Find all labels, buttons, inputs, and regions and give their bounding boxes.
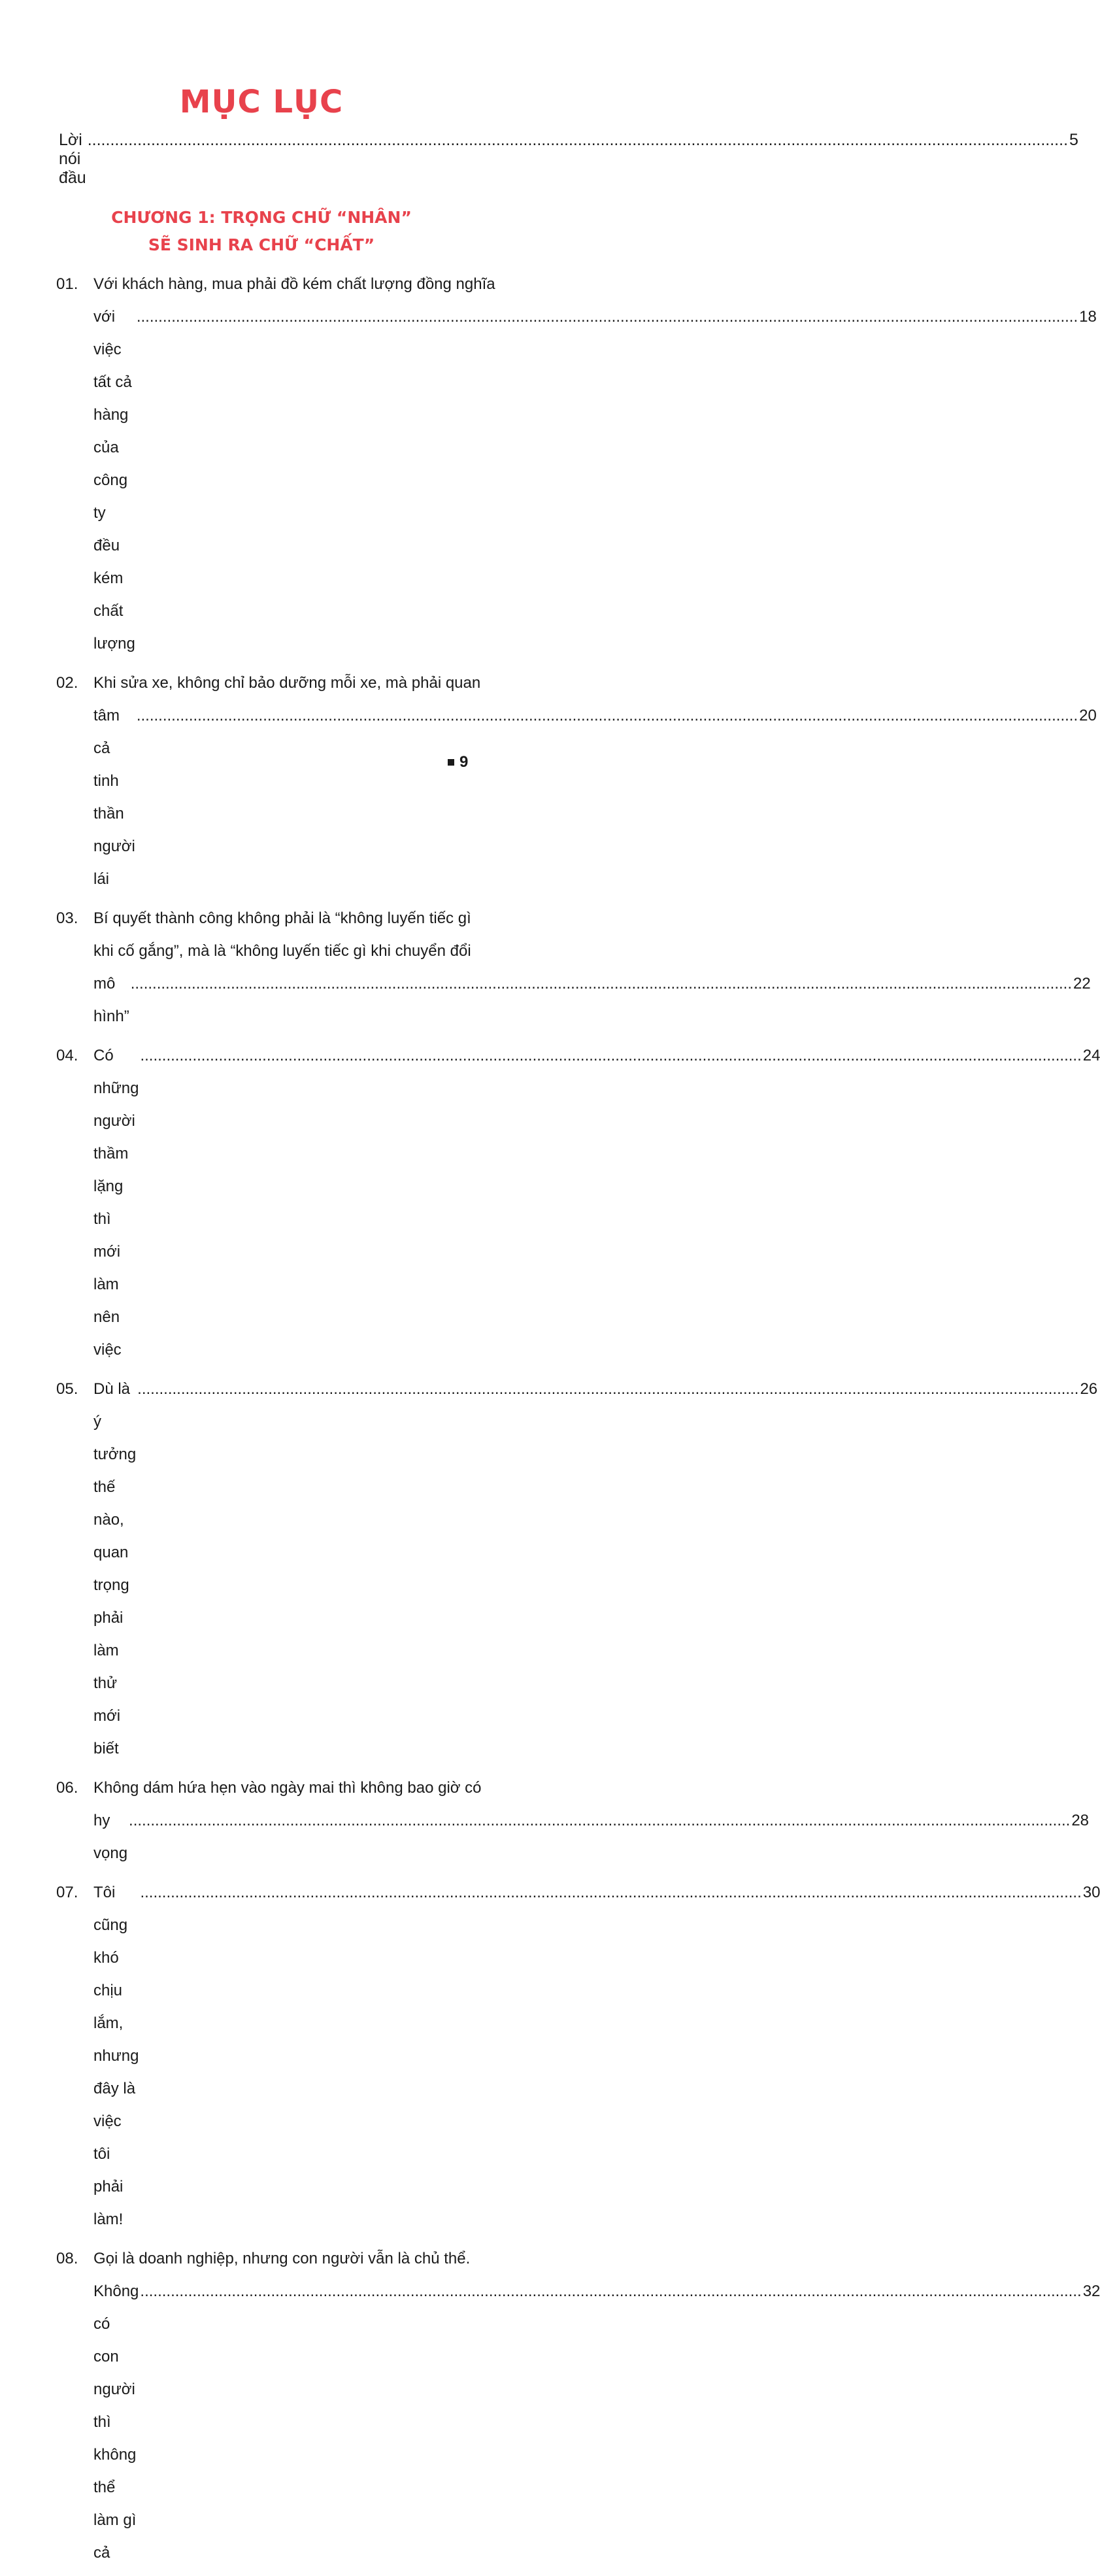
entry-number: 02. (56, 674, 78, 692)
toc-entry (56, 902, 1091, 1033)
entry-page: 28 (1071, 1812, 1090, 1829)
preface-entry (59, 131, 1078, 188)
entry-last-line (93, 1805, 1089, 1870)
leader-dots (88, 131, 1068, 150)
entry-last-text: với việc tất cả hàng của công ty đều kém chất lượng (93, 308, 135, 652)
entry-line: Bí quyết thành công không phải là “không luyến tiếc gì (93, 909, 471, 927)
leader-dots (129, 1805, 1070, 1837)
entry-text (93, 268, 1097, 660)
entry-page: 32 (1082, 2282, 1100, 2300)
entry-line: Với khách hàng, mua phải đồ kém chất lượng đồng nghĩa (93, 275, 495, 293)
entry-last-text: Không có con người thì không thể làm gì cả (93, 2282, 139, 2562)
entry-last-line (93, 1040, 1100, 1366)
entry-page: 24 (1082, 1047, 1100, 1064)
toc-entry (56, 2243, 1100, 2569)
toc-entry (56, 667, 1097, 896)
entry-last-line (93, 1876, 1100, 2236)
toc-entry (56, 1772, 1090, 1870)
toc-entry (56, 1040, 1100, 1366)
toc-list (56, 268, 1100, 2576)
entry-text (93, 1040, 1100, 1366)
entry-last-line (93, 700, 1097, 896)
entry-last-line (93, 968, 1091, 1033)
entry-text (93, 1772, 1089, 1870)
entry-number: 05. (56, 1380, 78, 1398)
leader-dots (137, 301, 1078, 333)
entry-line: Gọi là doanh nghiệp, nhưng con người vẫn là chủ thể. (93, 2250, 471, 2267)
entry-line: Không dám hứa hẹn vào ngày mai thì không bao giờ có (93, 1779, 482, 1797)
preface-page: 5 (1069, 131, 1078, 149)
toc-entry (56, 1373, 1098, 1765)
preface-label: Lời nói đầu (59, 131, 86, 187)
entry-line: khi cố gắng”, mà là “không luyến tiếc gì khi chuyển đổi (93, 942, 471, 960)
entry-page: 30 (1082, 1884, 1100, 1901)
leader-dots (137, 700, 1078, 732)
toc-entry (56, 268, 1097, 660)
leader-dots (137, 1373, 1078, 1406)
entry-text (93, 667, 1097, 896)
chapter-heading (0, 204, 523, 259)
leader-dots (140, 1876, 1081, 1909)
entry-text (93, 902, 1091, 1033)
square-bullet-icon (448, 759, 454, 766)
entry-last-text: hy vọng (93, 1812, 128, 1862)
leader-dots (140, 1040, 1081, 1072)
entry-last-line (93, 2275, 1100, 2569)
page-title: MỤC LỤC (179, 84, 344, 120)
chapter-line-2: SẼ SINH RA CHỮ “CHẤT” (148, 235, 375, 254)
entry-page: 20 (1079, 707, 1097, 724)
entry-page: 26 (1080, 1380, 1098, 1398)
entry-last-line (93, 301, 1097, 660)
entry-text (93, 1876, 1100, 2236)
entry-number: 03. (56, 909, 78, 927)
entry-number: 07. (56, 1884, 78, 1901)
entry-number: 04. (56, 1047, 78, 1064)
entry-last-line (93, 1373, 1097, 1765)
entry-last-text: mô hình” (93, 975, 129, 1025)
toc-entry (56, 1876, 1100, 2236)
entry-last-text: Có những người thầm lặng thì mới làm nên việc (93, 1047, 139, 1359)
leader-dots (131, 968, 1072, 1000)
entry-line: Khi sửa xe, không chỉ bảo dưỡng mỗi xe, mà phải quan (93, 674, 481, 692)
entry-text (93, 2243, 1100, 2569)
entry-number: 01. (56, 275, 78, 293)
entry-last-text: tâm cả tinh thần người lái (93, 707, 135, 888)
entry-number: 08. (56, 2250, 78, 2267)
chapter-line-1: CHƯƠNG 1: TRỌNG CHỮ “NHÂN” (111, 208, 412, 227)
folio-number: 9 (459, 753, 469, 771)
leader-dots (140, 2275, 1081, 2308)
entry-last-text: Dù là ý tưởng thế nào, quan trọng phải làm thử mới biết (93, 1380, 137, 1757)
entry-last-text: Tôi cũng khó chịu lắm, nhưng đây là việc tôi phải làm! (93, 1884, 139, 2228)
page-number (448, 753, 468, 771)
entry-page: 18 (1079, 308, 1097, 326)
entry-number: 06. (56, 1779, 78, 1797)
entry-text (93, 1373, 1097, 1765)
entry-page: 22 (1073, 975, 1091, 992)
